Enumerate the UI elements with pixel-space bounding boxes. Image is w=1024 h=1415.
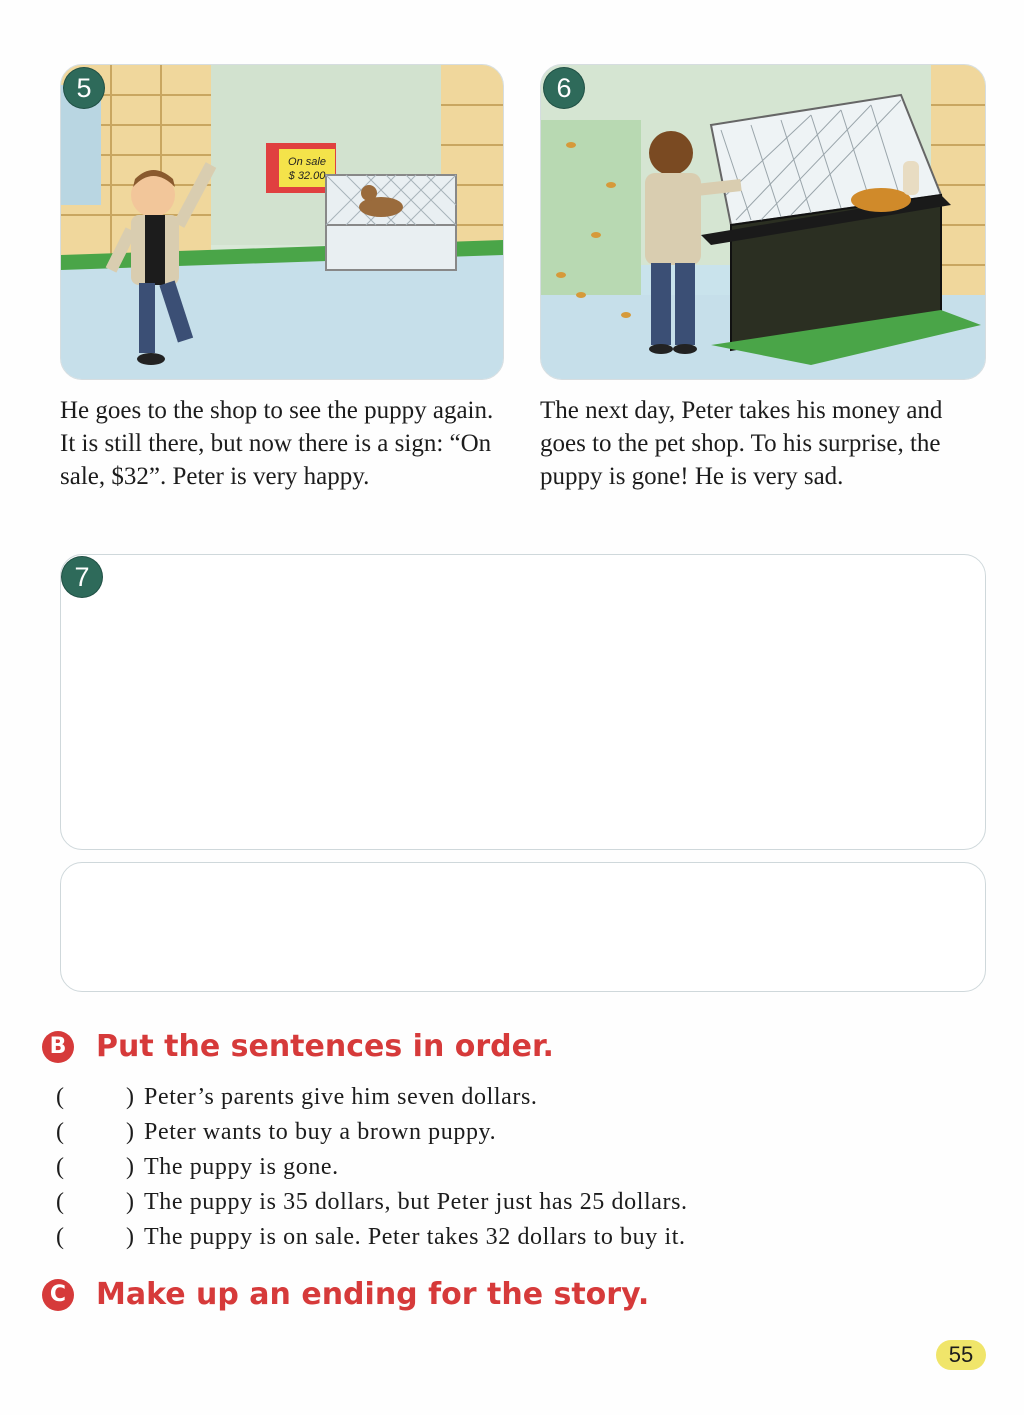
panel-7-writing-area[interactable]	[60, 862, 986, 992]
story-panel-6	[540, 64, 986, 380]
answer-blank-open[interactable]: (	[56, 1224, 64, 1250]
answer-blank-close: )	[126, 1119, 134, 1145]
panel-5-caption: He goes to the shop to see the puppy again. It is still there, but now there is a sign: “On sale, $32”. Peter is very happy.	[60, 397, 494, 490]
panel-5-number: 5	[64, 68, 104, 108]
answer-blank-open[interactable]: (	[56, 1189, 64, 1215]
order-sentence: Peter wants to buy a brown puppy.	[144, 1119, 497, 1145]
panel-6-caption: The next day, Peter takes his money and goes to the pet shop. To his surprise, the puppy is gone! He is very sad.	[540, 397, 943, 490]
section-b-badge: B	[42, 1031, 74, 1063]
ordering-list	[56, 1080, 956, 1255]
order-sentence: The puppy is gone.	[144, 1154, 339, 1180]
sale-sign-line2: $ 32.00	[288, 170, 326, 182]
order-item	[56, 1150, 956, 1185]
answer-blank-open[interactable]: (	[56, 1119, 64, 1145]
section-c-badge: C	[42, 1279, 74, 1311]
order-sentence: Peter’s parents give him seven dollars.	[144, 1084, 538, 1110]
order-item	[56, 1080, 956, 1115]
section-c-heading	[42, 1277, 649, 1312]
page-number: 55	[936, 1340, 986, 1370]
answer-blank-close: )	[126, 1189, 134, 1215]
section-b-heading	[42, 1029, 554, 1064]
sale-sign-line1: On sale	[288, 156, 326, 168]
order-sentence: The puppy is on sale. Peter takes 32 dollars to buy it.	[144, 1224, 686, 1250]
order-item	[56, 1115, 956, 1150]
order-item	[56, 1185, 956, 1220]
section-c-title: Make up an ending for the story.	[96, 1277, 650, 1312]
order-sentence: The puppy is 35 dollars, but Peter just has 25 dollars.	[144, 1189, 688, 1215]
answer-blank-open[interactable]: (	[56, 1084, 64, 1110]
story-panel-5	[60, 64, 504, 380]
answer-blank-open[interactable]: (	[56, 1154, 64, 1180]
answer-blank-close: )	[126, 1084, 134, 1110]
answer-blank-close: )	[126, 1224, 134, 1250]
order-item	[56, 1220, 956, 1255]
answer-blank-close: )	[126, 1154, 134, 1180]
section-b-title: Put the sentences in order.	[96, 1029, 554, 1064]
panel-6-illustration	[541, 65, 985, 379]
panel-6-number: 6	[544, 68, 584, 108]
panel-7-number: 7	[62, 557, 102, 597]
story-panel-7-drawing-area[interactable]	[60, 554, 986, 850]
panel-5-illustration	[61, 65, 503, 379]
